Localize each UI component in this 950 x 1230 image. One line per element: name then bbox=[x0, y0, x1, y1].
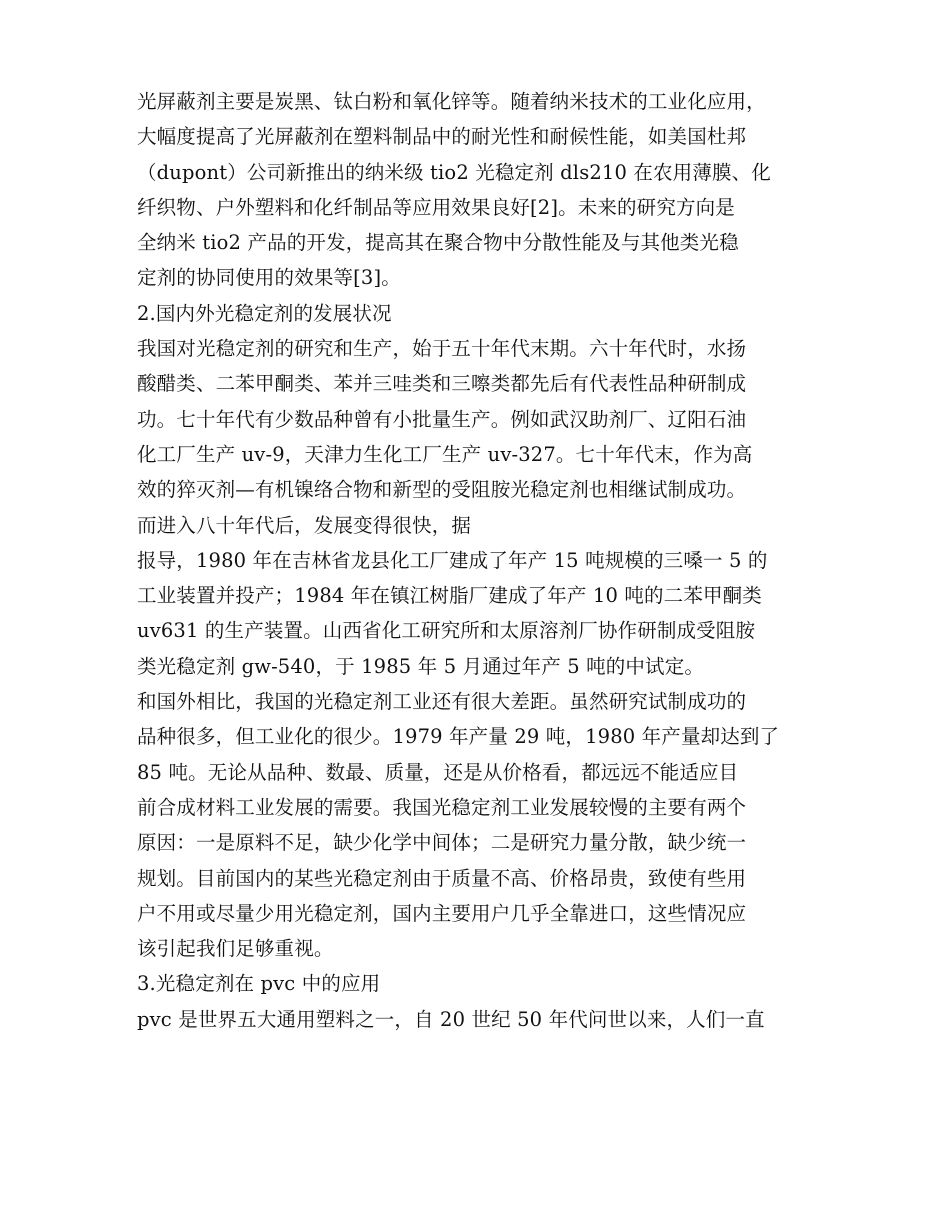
text-line: 和国外相比，我国的光稳定剂工业还有很大差距。虽然研究试制成功的 bbox=[137, 690, 747, 714]
text-line: pvc 是世界五大通用塑料之一，自 20 世纪 50 年代问世以来，人们一直 bbox=[137, 1007, 765, 1031]
text-line: 规划。目前国内的某些光稳定剂由于质量不高、价格昂贵，致使有些用 bbox=[137, 866, 747, 890]
section-heading: 3.光稳定剂在 pvc 中的应用 bbox=[137, 972, 381, 996]
text-line: 化工厂生产 uv-9，天津力生化工厂生产 uv-327。七十年代末，作为高 bbox=[137, 442, 753, 466]
document-body bbox=[137, 84, 827, 1037]
text-line: 效的猝灭剂—有机镍络合物和新型的受阻胺光稳定剂也相继试制成功。 bbox=[137, 478, 747, 502]
text-line: uv631 的生产装置。山西省化工研究所和太原溶剂厂协作研制成受阻胺 bbox=[137, 619, 756, 643]
text-line: 类光稳定剂 gw-540，于 1985 年 5 月通过年产 5 吨的中试定。 bbox=[137, 654, 705, 678]
text-line: 户不用或尽量少用光稳定剂，国内主要用户几乎全靠进口，这些情况应 bbox=[137, 901, 747, 925]
text-line: 85 吨。无论从品种、数最、质量，还是从价格看，都远远不能适应目 bbox=[137, 760, 739, 784]
section-heading: 2.国内外光稳定剂的发展状况 bbox=[137, 301, 392, 325]
text-line: 功。七十年代有少数品种曾有小批量生产。例如武汉助剂厂、辽阳石油 bbox=[137, 407, 747, 431]
text-line: 而进入八十年代后，发展变得很快，据 bbox=[137, 513, 472, 537]
text-line: 定剂的协同使用的效果等[3]。 bbox=[137, 266, 401, 290]
text-line: 全纳米 tio2 产品的开发，提高其在聚合物中分散性能及与其他类光稳 bbox=[137, 231, 739, 255]
text-line: 纤织物、户外塑料和化纤制品等应用效果良好[2]。未来的研究方向是 bbox=[137, 195, 735, 219]
text-line: （dupont）公司新推出的纳米级 tio2 光稳定剂 dls210 在农用薄膜、化 bbox=[137, 160, 771, 184]
text-line: 品种很多，但工业化的很少。1979 年产量 29 吨，1980 年产量却达到了 bbox=[137, 725, 780, 749]
text-line: 酸醋类、二苯甲酮类、苯并三哇类和三嚓类都先后有代表性品种研制成 bbox=[137, 372, 747, 396]
text-line: 前合成材料工业发展的需要。我国光稳定剂工业发展较慢的主要有两个 bbox=[137, 795, 747, 819]
text-line: 光屏蔽剂主要是炭黑、钛白粉和氧化锌等。随着纳米技术的工业化应用， bbox=[137, 90, 766, 113]
text-line: 工业装置并投产；1984 年在镇江树脂厂建成了年产 10 吨的二苯甲酮类 bbox=[137, 584, 762, 608]
text-line: 报导，1980 年在吉林省龙县化工厂建成了年产 15 吨规模的三嗓一 5 的 bbox=[137, 548, 768, 572]
text-line: 原因：一是原料不足，缺少化学中间体；二是研究力量分散，缺少统一 bbox=[137, 831, 747, 855]
text-line: 我国对光稳定剂的研究和生产，始于五十年代末期。六十年代时，水扬 bbox=[137, 337, 747, 361]
text-line: 大幅度提高了光屏蔽剂在塑料制品中的耐光性和耐候性能，如美国杜邦 bbox=[137, 125, 747, 149]
text-line: 该引起我们足够重视。 bbox=[137, 937, 334, 961]
